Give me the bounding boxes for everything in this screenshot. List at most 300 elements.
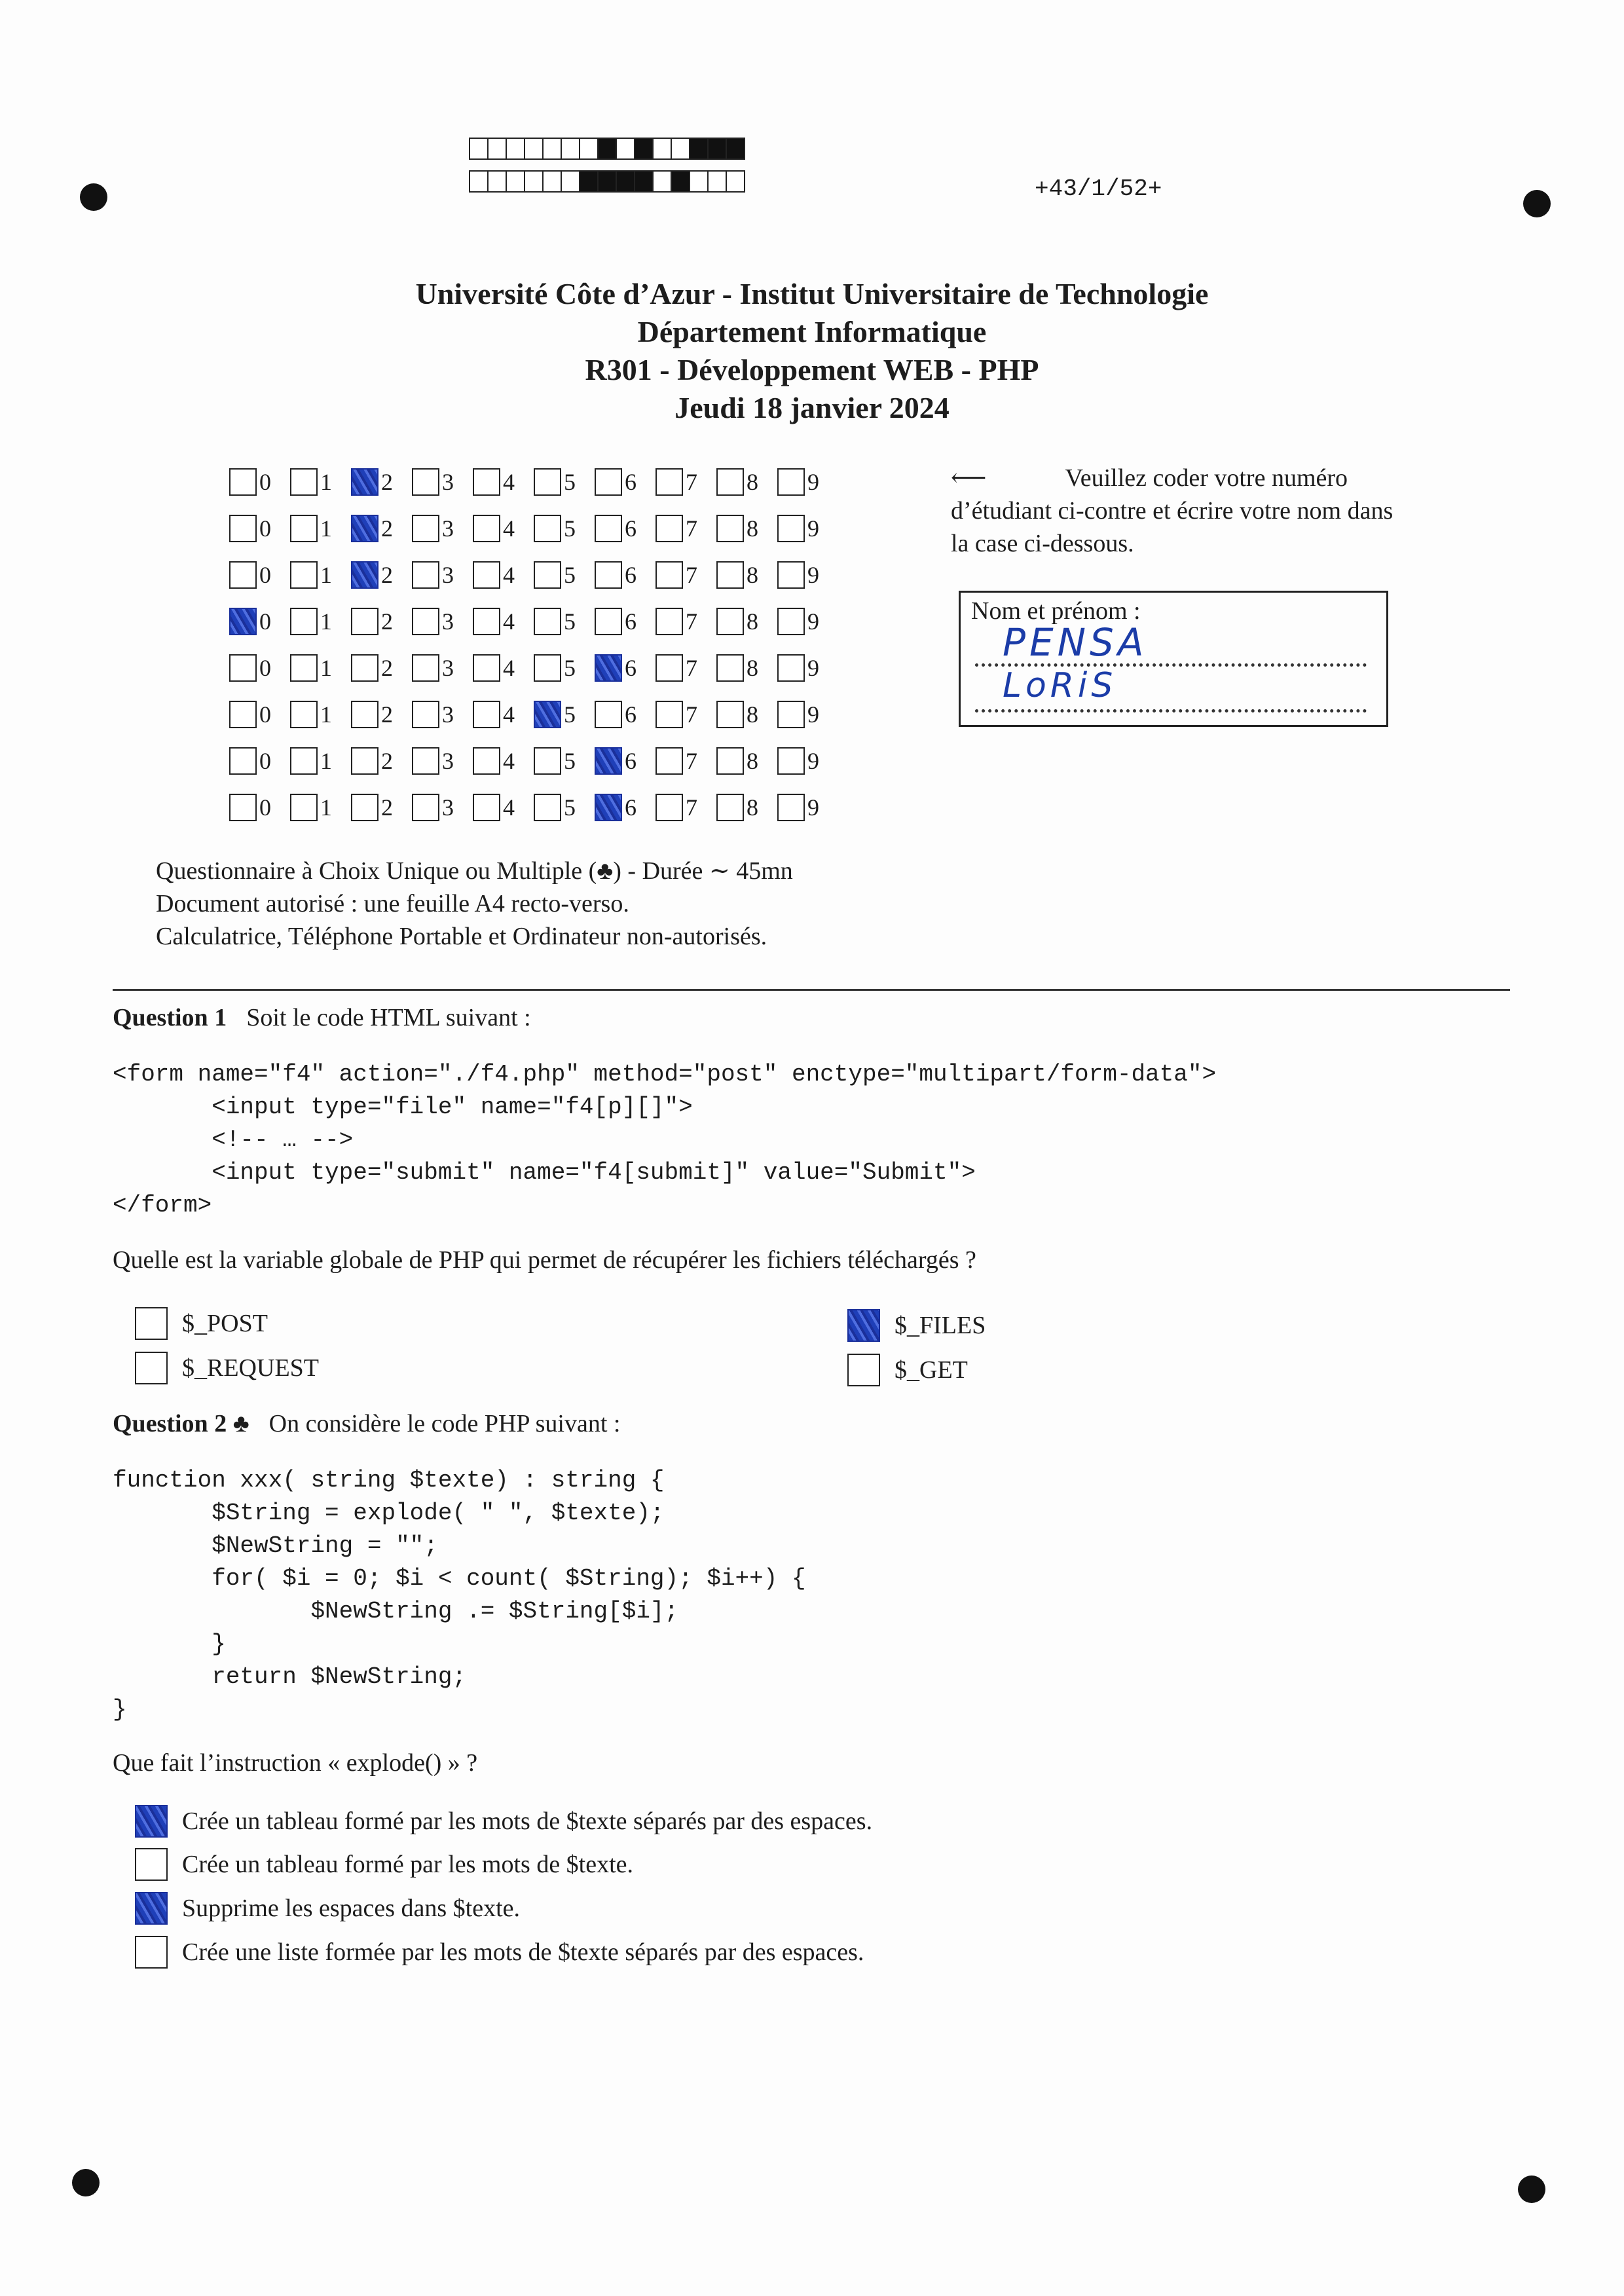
q2-answer-2-label: Crée un tableau formé par les mots de $texte.: [182, 1851, 634, 1878]
student-id-checkbox[interactable]: [290, 468, 318, 496]
q2-answer-3[interactable]: [135, 1892, 520, 1925]
student-id-digit: 7: [686, 747, 697, 774]
student-id-digit: 2: [381, 561, 393, 588]
student-id-option[interactable]: [290, 515, 351, 542]
student-id-option[interactable]: [595, 794, 655, 821]
student-id-option[interactable]: [473, 608, 534, 635]
student-id-option[interactable]: [229, 561, 290, 589]
student-id-checkbox[interactable]: [473, 794, 500, 821]
student-id-option[interactable]: [534, 654, 595, 682]
student-id-option[interactable]: [351, 515, 412, 542]
student-id-checkbox[interactable]: [290, 515, 318, 542]
registration-dot-bottom-right: [1518, 2176, 1545, 2203]
student-id-option[interactable]: [777, 747, 838, 775]
student-id-checkbox[interactable]: [716, 468, 744, 496]
student-id-option[interactable]: [716, 515, 777, 542]
student-id-checkbox[interactable]: [229, 515, 257, 542]
barcode-cell: [634, 170, 654, 193]
student-id-option[interactable]: [655, 794, 716, 821]
student-id-checkbox[interactable]: [412, 515, 439, 542]
student-id-option[interactable]: [777, 561, 838, 589]
student-id-option[interactable]: [473, 701, 534, 728]
student-id-digit: 9: [807, 468, 819, 495]
student-id-digit: 8: [747, 608, 758, 635]
student-id-digit: 1: [320, 515, 332, 542]
barcode-cell: [671, 170, 690, 193]
club-icon: ♣: [232, 1410, 249, 1437]
student-id-option[interactable]: [229, 654, 290, 682]
student-id-option[interactable]: [716, 561, 777, 589]
handwritten-last-name: PENSA: [1003, 620, 1148, 665]
student-id-option[interactable]: [534, 794, 595, 821]
student-id-digit: 5: [564, 608, 576, 635]
barcode-cell: [524, 170, 544, 193]
barcode-cell: [726, 170, 745, 193]
barcode-cell: [597, 138, 617, 160]
student-id-option[interactable]: [290, 608, 351, 635]
student-id-checkbox[interactable]: [595, 561, 622, 589]
student-id-checkbox[interactable]: [777, 794, 805, 821]
course-name: R301 - Développement WEB - PHP: [585, 353, 1039, 386]
student-id-row: [229, 784, 838, 830]
student-id-checkbox[interactable]: [716, 515, 744, 542]
student-id-checkbox[interactable]: [534, 468, 561, 496]
student-id-checkbox[interactable]: [777, 608, 805, 635]
student-id-checkbox[interactable]: [655, 701, 683, 728]
student-id-digit: 2: [381, 794, 393, 821]
student-id-option[interactable]: [229, 608, 290, 635]
barcode-cell: [616, 138, 635, 160]
student-id-checkbox[interactable]: [716, 747, 744, 775]
q2-answer-4[interactable]: [135, 1936, 864, 1969]
student-id-option[interactable]: [412, 561, 473, 589]
student-id-option[interactable]: [473, 468, 534, 496]
student-id-option[interactable]: [595, 654, 655, 682]
student-id-checkbox[interactable]: [595, 794, 622, 821]
department-name: Département Informatique: [637, 315, 987, 348]
handwritten-first-name: LoRiS: [1003, 666, 1117, 705]
student-id-checkbox[interactable]: [534, 701, 561, 728]
student-id-digit: 1: [320, 561, 332, 588]
q1-answer-post-label: $_POST: [182, 1310, 268, 1337]
student-id-option[interactable]: [595, 608, 655, 635]
q2-answer-3-label: Supprime les espaces dans $texte.: [182, 1895, 521, 1922]
student-id-digit: 9: [807, 794, 819, 821]
question-2-label: Question 2 ♣: [113, 1410, 249, 1437]
student-id-option[interactable]: [351, 468, 412, 496]
student-id-checkbox[interactable]: [229, 747, 257, 775]
student-id-checkbox[interactable]: [473, 561, 500, 589]
student-id-row: [229, 551, 838, 598]
student-id-option[interactable]: [595, 701, 655, 728]
student-id-checkbox[interactable]: [655, 468, 683, 496]
student-id-digit: 5: [564, 468, 576, 495]
student-id-row: [229, 737, 838, 784]
student-id-checkbox[interactable]: [229, 794, 257, 821]
student-id-digit: 0: [259, 468, 271, 495]
student-id-checkbox[interactable]: [229, 701, 257, 728]
q2-answer-1-label: Crée un tableau formé par les mots de $texte séparés par des espaces.: [182, 1807, 873, 1835]
student-id-checkbox[interactable]: [777, 701, 805, 728]
student-id-digit: 7: [686, 468, 697, 495]
student-id-checkbox[interactable]: [655, 515, 683, 542]
q1-answer-files-label: $_FILES: [895, 1312, 986, 1339]
student-id-digit: 4: [503, 794, 515, 821]
student-id-checkbox[interactable]: [777, 561, 805, 589]
q1-checkbox-files[interactable]: [847, 1309, 880, 1342]
exam-info: [156, 855, 793, 953]
student-id-row: [229, 598, 838, 644]
q2-checkbox-2[interactable]: [135, 1848, 168, 1881]
student-id-digit: 5: [564, 701, 576, 728]
student-id-checkbox[interactable]: [229, 468, 257, 496]
university-name: Université Côte d’Azur - Institut Universitaire de Technologie: [415, 277, 1209, 310]
q2-checkbox-4[interactable]: [135, 1936, 168, 1969]
student-id-checkbox[interactable]: [290, 608, 318, 635]
student-id-option[interactable]: [655, 515, 716, 542]
student-id-digit: 5: [564, 561, 576, 588]
student-id-digit: 2: [381, 654, 393, 681]
student-id-digit: 1: [320, 468, 332, 495]
q1-answer-get[interactable]: [847, 1354, 968, 1386]
student-id-checkbox[interactable]: [534, 561, 561, 589]
student-id-option[interactable]: [290, 701, 351, 728]
student-id-checkbox[interactable]: [534, 794, 561, 821]
q1-answer-request[interactable]: [135, 1352, 319, 1384]
student-id-checkbox[interactable]: [351, 608, 378, 635]
student-id-checkbox[interactable]: [412, 608, 439, 635]
student-id-checkbox[interactable]: [290, 561, 318, 589]
student-id-digit: 4: [503, 515, 515, 542]
student-id-digit: 1: [320, 747, 332, 774]
student-id-option[interactable]: [290, 747, 351, 775]
student-id-row: [229, 644, 838, 691]
student-id-option[interactable]: [777, 515, 838, 542]
student-id-checkbox[interactable]: [290, 794, 318, 821]
student-id-checkbox[interactable]: [290, 654, 318, 682]
student-id-option[interactable]: [655, 654, 716, 682]
student-id-checkbox[interactable]: [473, 701, 500, 728]
barcode-cell: [707, 138, 727, 160]
student-id-row: [229, 505, 838, 551]
student-id-digit: 6: [625, 561, 637, 588]
q2-answer-2[interactable]: [135, 1848, 633, 1881]
student-id-checkbox[interactable]: [595, 747, 622, 775]
student-id-digit: 6: [625, 515, 637, 542]
student-id-digit: 0: [259, 794, 271, 821]
student-id-digit: 6: [625, 654, 637, 681]
student-id-digit: 7: [686, 515, 697, 542]
q1-answer-files[interactable]: [847, 1309, 986, 1342]
q2-answer-1[interactable]: [135, 1805, 872, 1838]
student-id-option[interactable]: [412, 747, 473, 775]
student-id-digit: 3: [442, 654, 454, 681]
student-id-option[interactable]: [716, 701, 777, 728]
student-id-digit: 0: [259, 654, 271, 681]
student-id-option[interactable]: [290, 794, 351, 821]
student-id-checkbox[interactable]: [473, 468, 500, 496]
student-id-checkbox[interactable]: [716, 561, 744, 589]
student-id-checkbox[interactable]: [290, 701, 318, 728]
student-id-checkbox[interactable]: [716, 608, 744, 635]
student-id-digit: 6: [625, 468, 637, 495]
student-id-checkbox[interactable]: [716, 701, 744, 728]
student-id-checkbox[interactable]: [716, 654, 744, 682]
student-id-digit: 1: [320, 794, 332, 821]
barcode-cell: [506, 138, 525, 160]
student-id-option[interactable]: [229, 747, 290, 775]
student-id-checkbox[interactable]: [655, 747, 683, 775]
barcode-cell: [542, 138, 562, 160]
student-id-digit: 7: [686, 701, 697, 728]
student-id-digit: 9: [807, 747, 819, 774]
student-id-option[interactable]: [716, 747, 777, 775]
barcode-cell: [616, 170, 635, 193]
student-id-checkbox[interactable]: [534, 654, 561, 682]
student-id-option[interactable]: [716, 654, 777, 682]
student-id-digit: 8: [747, 747, 758, 774]
registration-dot-top-right: [1523, 190, 1551, 217]
student-id-checkbox[interactable]: [412, 654, 439, 682]
student-id-digit: 0: [259, 515, 271, 542]
exam-info-devices: Calculatrice, Téléphone Portable et Ordinateur non-autorisés.: [156, 923, 767, 950]
student-id-digit: 3: [442, 608, 454, 635]
barcode-cell: [579, 170, 599, 193]
divider: [113, 989, 1510, 991]
student-id-digit: 5: [564, 654, 576, 681]
student-id-checkbox[interactable]: [777, 654, 805, 682]
student-id-digit: 3: [442, 561, 454, 588]
student-id-checkbox[interactable]: [716, 794, 744, 821]
barcode-top: [469, 138, 744, 160]
student-id-checkbox[interactable]: [655, 561, 683, 589]
student-id-option[interactable]: [351, 794, 412, 821]
student-id-checkbox[interactable]: [412, 561, 439, 589]
student-id-option[interactable]: [534, 608, 595, 635]
student-id-option[interactable]: [290, 468, 351, 496]
student-id-digit: 7: [686, 794, 697, 821]
student-id-option[interactable]: [412, 468, 473, 496]
student-id-checkbox[interactable]: [595, 654, 622, 682]
barcode-cell: [707, 170, 727, 193]
q2-checkbox-1[interactable]: [135, 1805, 168, 1838]
student-id-option[interactable]: [473, 747, 534, 775]
student-id-digit: 8: [747, 561, 758, 588]
student-id-option[interactable]: [534, 701, 595, 728]
student-id-option[interactable]: [655, 561, 716, 589]
student-id-digit: 4: [503, 608, 515, 635]
student-id-digit: 8: [747, 468, 758, 495]
barcode-cell: [726, 138, 745, 160]
student-id-checkbox[interactable]: [473, 747, 500, 775]
student-id-checkbox[interactable]: [777, 468, 805, 496]
student-id-option[interactable]: [229, 701, 290, 728]
left-arrow-icon: ⟵: [951, 464, 987, 492]
student-id-option[interactable]: [473, 515, 534, 542]
student-id-digit: 2: [381, 747, 393, 774]
student-id-checkbox[interactable]: [534, 747, 561, 775]
exam-title: [0, 275, 1624, 427]
student-id-option[interactable]: [777, 701, 838, 728]
student-id-checkbox[interactable]: [777, 747, 805, 775]
student-id-checkbox[interactable]: [351, 561, 378, 589]
student-id-digit: 1: [320, 701, 332, 728]
exam-info-duration: Questionnaire à Choix Unique ou Multiple (♣) - Durée ∼ 45mn: [156, 857, 793, 885]
student-id-digit: 3: [442, 794, 454, 821]
student-id-checkbox[interactable]: [655, 794, 683, 821]
student-id-option[interactable]: [716, 794, 777, 821]
student-id-option[interactable]: [534, 747, 595, 775]
barcode-cell: [561, 170, 580, 193]
registration-dot-top-left: [80, 183, 107, 211]
q1-checkbox-post[interactable]: [135, 1307, 168, 1340]
student-id-option[interactable]: [473, 794, 534, 821]
student-id-option[interactable]: [229, 515, 290, 542]
student-id-option[interactable]: [412, 794, 473, 821]
student-id-option[interactable]: [412, 701, 473, 728]
q1-checkbox-request[interactable]: [135, 1352, 168, 1384]
student-id-digit: 4: [503, 654, 515, 681]
question-1-code: <form name="f4" action="./f4.php" method="post" enctype="multipart/form-data"> <input type="file" name="f4[p][]"> <!-- … --> <input type="submit" name="f4[submit]" value="Submit"> </form>: [113, 1061, 1217, 1219]
student-id-option[interactable]: [412, 608, 473, 635]
student-id-digit: 7: [686, 654, 697, 681]
student-id-row: [229, 691, 838, 737]
student-id-checkbox[interactable]: [412, 794, 439, 821]
student-id-option[interactable]: [595, 561, 655, 589]
student-id-option[interactable]: [595, 515, 655, 542]
q1-answer-request-label: $_REQUEST: [182, 1354, 319, 1382]
student-id-checkbox[interactable]: [351, 747, 378, 775]
student-id-option[interactable]: [412, 515, 473, 542]
barcode-cell: [689, 138, 709, 160]
student-id-option[interactable]: [655, 608, 716, 635]
student-id-digit: 3: [442, 747, 454, 774]
q2-checkbox-3[interactable]: [135, 1892, 168, 1925]
student-id-checkbox[interactable]: [351, 468, 378, 496]
barcode-cell: [524, 138, 544, 160]
student-id-checkbox[interactable]: [412, 468, 439, 496]
student-id-digit: 0: [259, 701, 271, 728]
name-label: Nom et prénom :: [971, 597, 1141, 625]
student-id-checkbox[interactable]: [351, 794, 378, 821]
student-id-option[interactable]: [351, 608, 412, 635]
student-id-digit: 5: [564, 515, 576, 542]
student-id-checkbox[interactable]: [595, 608, 622, 635]
student-id-checkbox[interactable]: [229, 561, 257, 589]
student-id-checkbox[interactable]: [229, 608, 257, 635]
student-id-option[interactable]: [351, 654, 412, 682]
student-id-checkbox[interactable]: [473, 608, 500, 635]
student-id-option[interactable]: [777, 654, 838, 682]
student-id-checkbox[interactable]: [351, 701, 378, 728]
student-id-option[interactable]: [473, 654, 534, 682]
page-code: +43/1/52+: [1035, 176, 1162, 202]
student-id-option[interactable]: [534, 561, 595, 589]
student-id-option[interactable]: [777, 794, 838, 821]
student-id-grid: [229, 458, 838, 830]
q1-checkbox-get[interactable]: [847, 1354, 880, 1386]
student-id-option[interactable]: [595, 747, 655, 775]
student-id-checkbox[interactable]: [655, 654, 683, 682]
student-id-digit: 3: [442, 701, 454, 728]
student-id-digit: 8: [747, 654, 758, 681]
student-id-checkbox[interactable]: [412, 701, 439, 728]
student-id-option[interactable]: [534, 468, 595, 496]
student-id-checkbox[interactable]: [473, 654, 500, 682]
student-id-option[interactable]: [290, 654, 351, 682]
student-id-option[interactable]: [534, 515, 595, 542]
student-id-checkbox[interactable]: [412, 747, 439, 775]
student-id-option[interactable]: [351, 747, 412, 775]
student-id-digit: 2: [381, 701, 393, 728]
student-id-option[interactable]: [412, 654, 473, 682]
registration-dot-bottom-left: [72, 2169, 100, 2196]
student-id-digit: 2: [381, 608, 393, 635]
student-id-option[interactable]: [655, 747, 716, 775]
student-id-option[interactable]: [290, 561, 351, 589]
student-id-digit: 9: [807, 561, 819, 588]
student-id-digit: 5: [564, 747, 576, 774]
student-id-checkbox[interactable]: [595, 468, 622, 496]
student-id-digit: 8: [747, 701, 758, 728]
student-id-checkbox[interactable]: [777, 515, 805, 542]
student-id-option[interactable]: [655, 701, 716, 728]
student-id-option[interactable]: [229, 794, 290, 821]
id-instructions: [951, 462, 1409, 560]
student-id-option[interactable]: [777, 608, 838, 635]
student-id-digit: 9: [807, 515, 819, 542]
q1-answer-post[interactable]: [135, 1307, 268, 1340]
student-id-digit: 0: [259, 747, 271, 774]
barcode-cell: [652, 138, 672, 160]
student-id-option[interactable]: [473, 561, 534, 589]
student-id-option[interactable]: [229, 468, 290, 496]
student-id-checkbox[interactable]: [229, 654, 257, 682]
question-2-code: function xxx( string $texte) : string { $String = explode( " ", $texte); $NewString = ""; for( $i = 0; $i < count( $String); $i++) { $NewString .= $String[$i]; } return $NewString; }: [113, 1467, 806, 1723]
student-id-option[interactable]: [777, 468, 838, 496]
barcode-bottom: [469, 170, 744, 193]
student-id-checkbox[interactable]: [595, 701, 622, 728]
barcode-cell: [469, 170, 489, 193]
student-id-digit: 0: [259, 608, 271, 635]
student-id-checkbox[interactable]: [595, 515, 622, 542]
question-2-header: [113, 1409, 620, 1438]
student-id-checkbox[interactable]: [290, 747, 318, 775]
student-id-checkbox[interactable]: [351, 654, 378, 682]
student-id-checkbox[interactable]: [473, 515, 500, 542]
student-id-option[interactable]: [595, 468, 655, 496]
student-id-option[interactable]: [716, 608, 777, 635]
student-id-checkbox[interactable]: [534, 608, 561, 635]
student-id-digit: 1: [320, 608, 332, 635]
student-id-option[interactable]: [351, 561, 412, 589]
student-id-option[interactable]: [716, 468, 777, 496]
student-id-digit: 3: [442, 468, 454, 495]
student-id-digit: 9: [807, 701, 819, 728]
name-box[interactable]: [959, 591, 1388, 727]
barcode-cell: [652, 170, 672, 193]
student-id-checkbox[interactable]: [351, 515, 378, 542]
student-id-checkbox[interactable]: [655, 608, 683, 635]
student-id-checkbox[interactable]: [534, 515, 561, 542]
question-1-header: [113, 1003, 531, 1032]
student-id-digit: 8: [747, 794, 758, 821]
student-id-option[interactable]: [351, 701, 412, 728]
student-id-digit: 9: [807, 654, 819, 681]
student-id-digit: 4: [503, 747, 515, 774]
student-id-digit: 4: [503, 701, 515, 728]
student-id-option[interactable]: [655, 468, 716, 496]
